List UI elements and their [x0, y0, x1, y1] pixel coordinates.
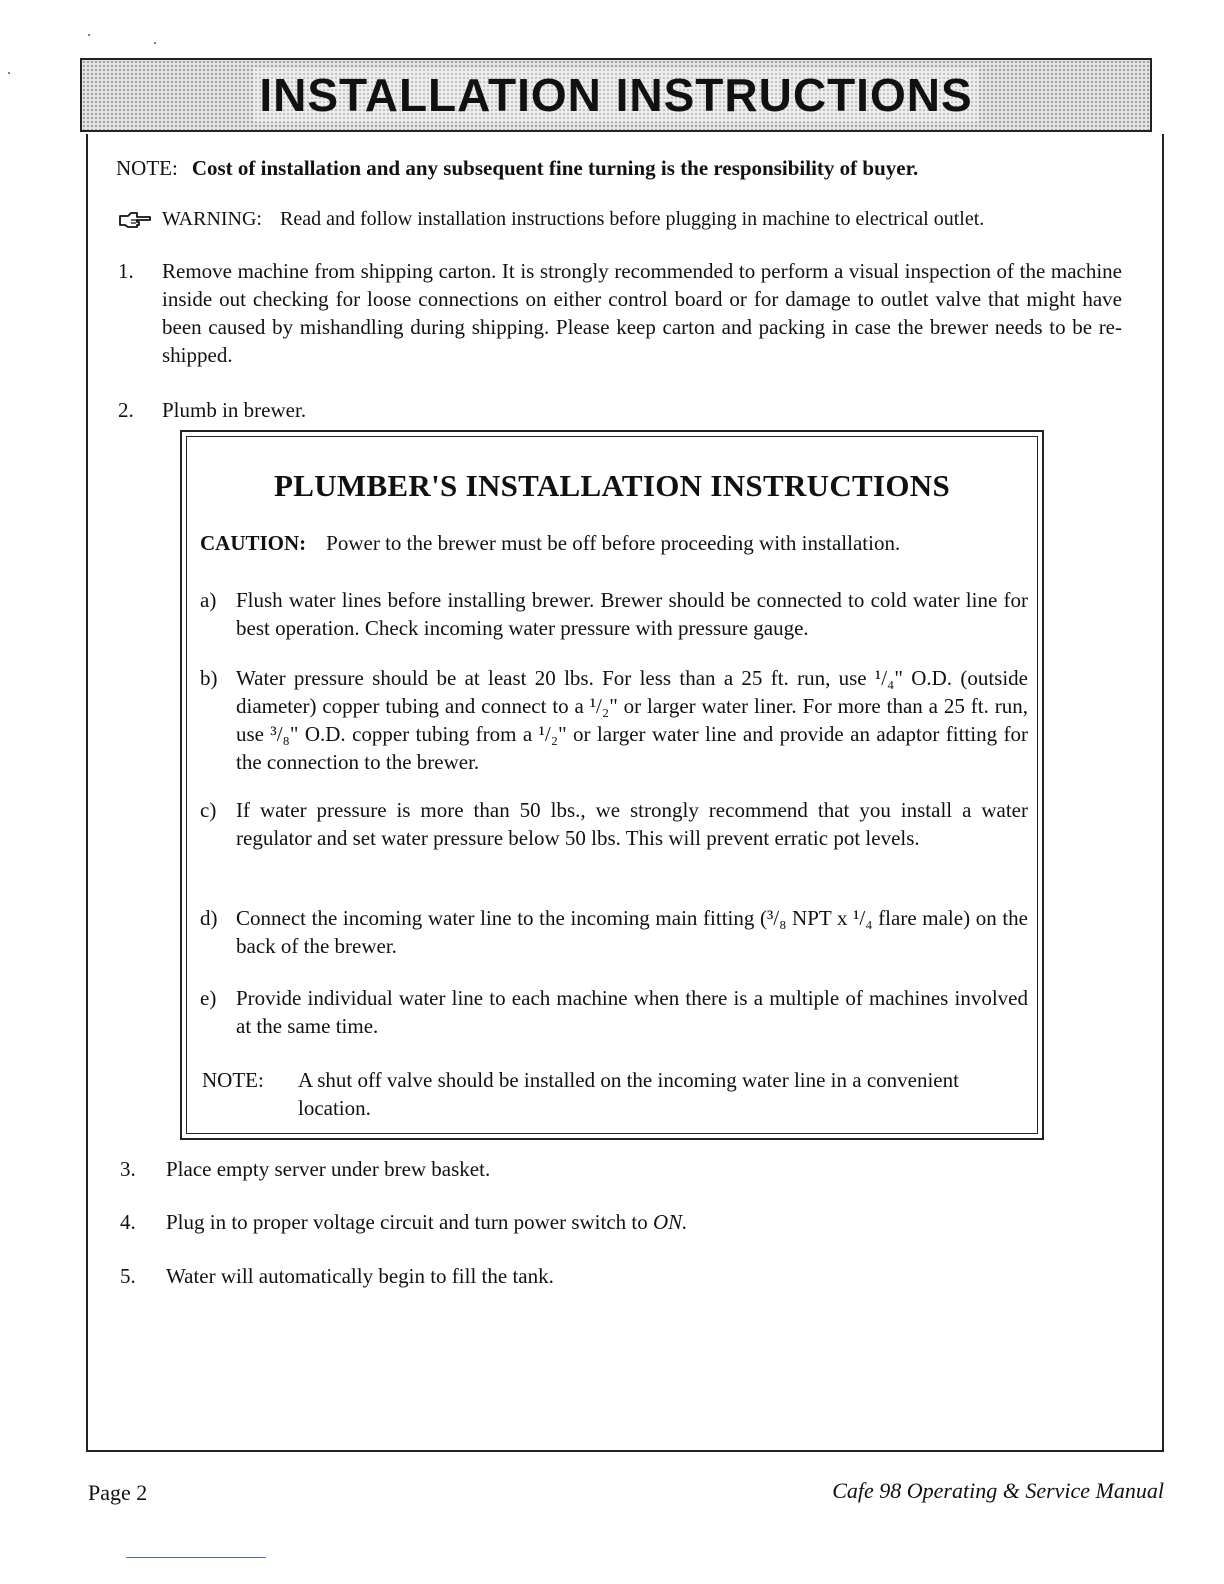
pointing-hand-icon — [118, 210, 152, 230]
caution-label: CAUTION: — [200, 531, 307, 555]
step-number: 3. — [120, 1157, 136, 1181]
box-note-label: NOTE: — [202, 1068, 264, 1092]
item-letter: c) — [200, 798, 217, 822]
item-letter: d) — [200, 906, 218, 930]
scan-speck — [154, 42, 156, 44]
step-number: 1. — [118, 259, 134, 283]
item-text: Water pressure should be at least 20 lbs. For less than a 25 ft. run, use ¹/₄" O.D. (outside diameter) copper tubing and connect to a ¹/₂" or larger water liner. For more than a 25 ft. run, use ³/₈" O.D. copper tubing from a ¹/₂" or larger water line and provide an adaptor fitting for the connection to the brewer. — [236, 666, 1028, 774]
note-text: Cost of installation and any subsequent fine turning is the responsibility of buyer. — [191, 156, 919, 180]
item-text: Flush water lines before installing brewer. Brewer should be connected to cold water line for best operation. Check incoming water pressure with pressure gauge. — [236, 588, 1028, 640]
cost-note — [116, 156, 918, 181]
scan-speck — [88, 34, 90, 36]
warning-text: Read and follow installation instructions before plugging in machine to electrical outlet. — [280, 208, 985, 230]
item-text: Provide individual water line to each machine when there is a multiple of machines involved at the same time. — [236, 986, 1028, 1038]
step-number: 2. — [118, 398, 134, 422]
step-text: Plumb in brewer. — [162, 398, 307, 422]
step-text: Place empty server under brew basket. — [166, 1157, 491, 1181]
box-note-text: A shut off valve should be installed on the incoming water line in a convenient location. — [298, 1068, 959, 1120]
page-number: Page 2 — [88, 1480, 148, 1505]
step-text: Water will automatically begin to fill the tank. — [166, 1264, 554, 1288]
step-4-text: Plug in to proper voltage circuit and turn power switch to — [166, 1210, 648, 1234]
page-title: INSTALLATION INSTRUCTIONS — [253, 68, 978, 122]
step-text — [166, 1208, 687, 1236]
caution-text: Power to the brewer must be off before proceeding with installation. — [326, 531, 901, 555]
caution-line — [200, 531, 900, 556]
item-letter: e) — [200, 986, 217, 1010]
warning-label: WARNING: — [162, 208, 262, 230]
scan-artifact-line — [126, 1557, 266, 1558]
step-4-emphasis: ON. — [652, 1210, 688, 1234]
plumber-box-title: PLUMBER'S INSTALLATION INSTRUCTIONS — [273, 468, 950, 503]
section-banner — [80, 58, 1152, 132]
scan-speck — [8, 72, 10, 74]
item-text: If water pressure is more than 50 lbs., we strongly recommend that you install a water regulator and set water pressure below 50 lbs. This will prevent erratic pot levels. — [236, 798, 1028, 850]
step-number: 5. — [120, 1264, 136, 1288]
item-letter: b) — [200, 666, 218, 690]
item-letter: a) — [200, 588, 217, 612]
note-label: NOTE: — [116, 156, 178, 180]
step-number: 4. — [120, 1210, 136, 1234]
item-text: Connect the incoming water line to the incoming main fitting (³/₈ NPT x ¹/₄ flare male) on the back of the brewer. — [236, 906, 1028, 958]
manual-title: Cafe 98 Operating & Service Manual — [832, 1478, 1164, 1503]
warning-line — [118, 208, 984, 231]
step-text: Remove machine from shipping carton. It is strongly recommended to perform a visual inspection of the machine inside out checking for loose connections on either control board or for damage to outlet valve that might have been caused by mishandling during shipping. Please keep carton and packing in case the brewer needs to be re-shipped. — [162, 259, 1122, 367]
